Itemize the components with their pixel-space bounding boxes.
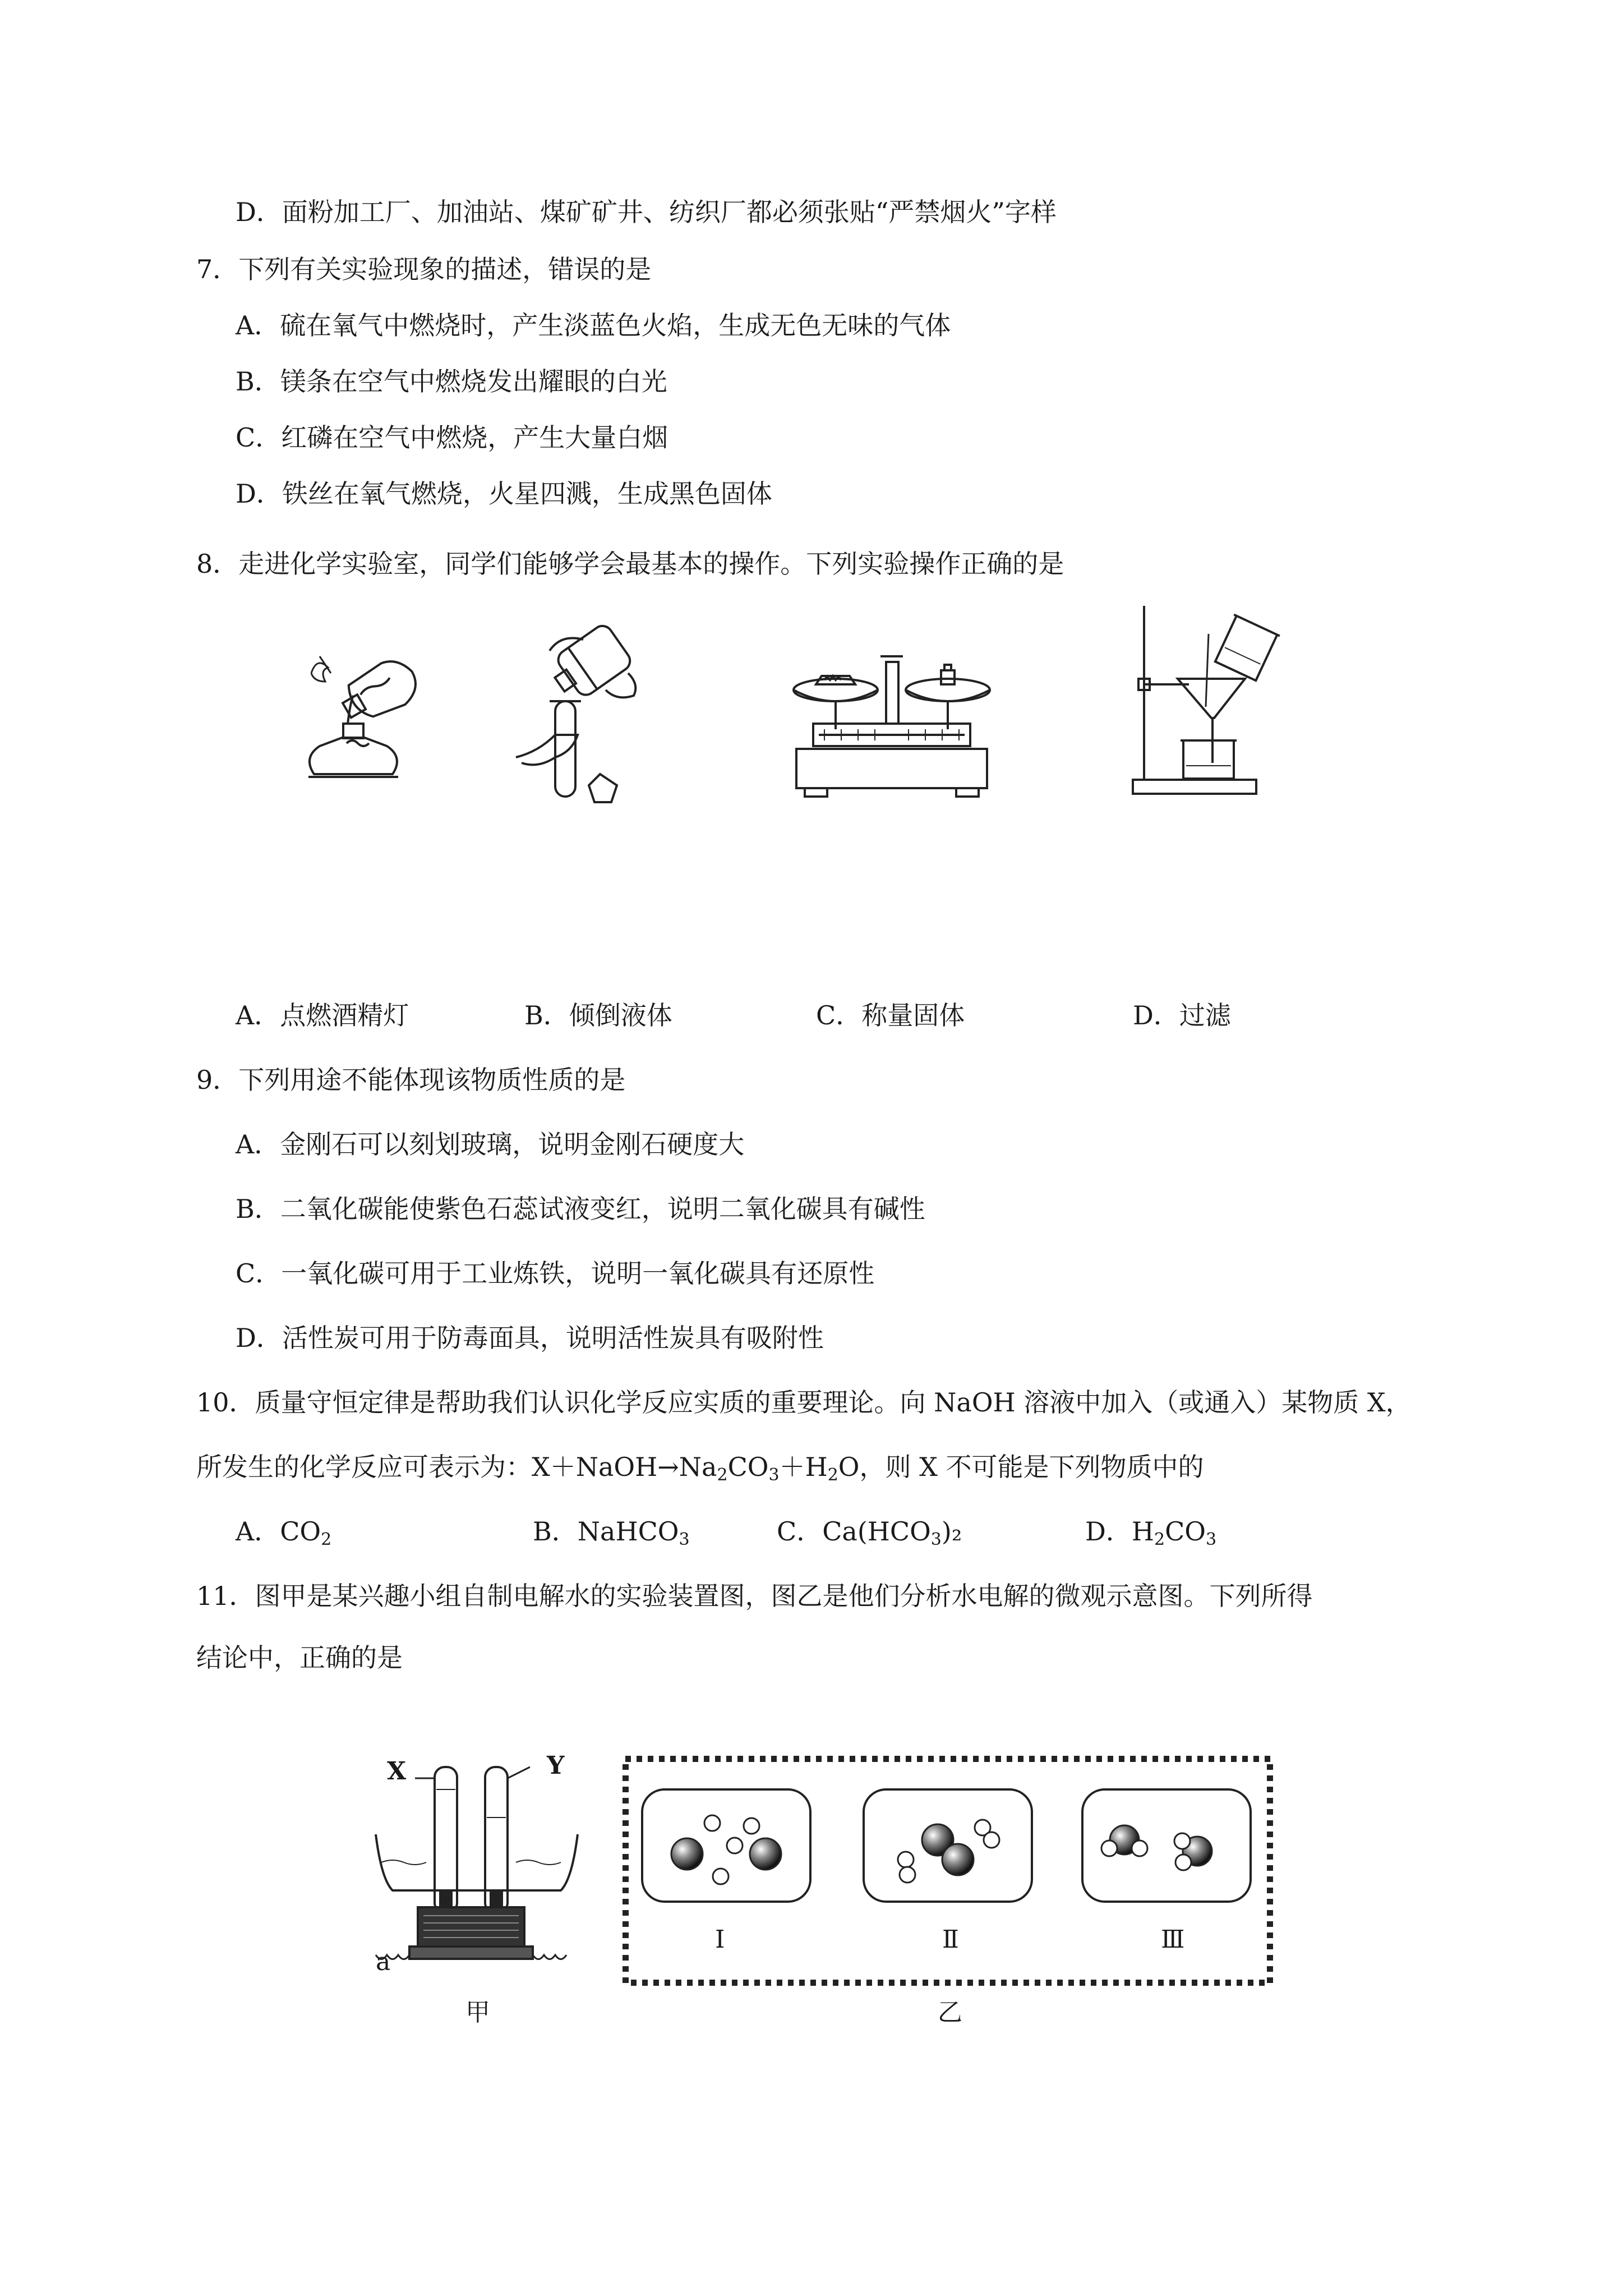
q7-option-b: B．镁条在空气中燃烧发出耀眼的白光 xyxy=(236,366,667,397)
q8-option-c: C．称量固体 xyxy=(816,1000,965,1030)
q7-option-c: C．红磷在空气中燃烧，产生大量白烟 xyxy=(236,422,668,453)
panel-3-label: Ⅲ xyxy=(1161,1925,1185,1954)
q9-stem: 9．下列用途不能体现该物质性质的是 xyxy=(196,1065,626,1095)
q7-stem: 7．下列有关实验现象的描述，错误的是 xyxy=(196,254,652,284)
electrolysis-micro-figure xyxy=(623,1756,1273,1986)
q11-stem-line1: 11．图甲是某兴趣小组自制电解水的实验装置图，图乙是他们分析水电解的微观示意图。下列所得 xyxy=(196,1581,1313,1611)
filtration-setup-icon xyxy=(1122,600,1301,802)
pouring-liquid-icon xyxy=(505,617,684,808)
panel-1-label: Ⅰ xyxy=(715,1925,725,1954)
q9-option-b: B．二氧化碳能使紫色石蕊试液变红，说明二氧化碳具有碱性 xyxy=(236,1194,925,1224)
wire-label-a: a xyxy=(376,1948,391,1976)
q6-option-d: D．面粉加工厂、加油站、煤矿矿井、纺织厂都必须张贴“严禁烟火”字样 xyxy=(236,197,1057,227)
q7-option-d: D．铁丝在氧气燃烧，火星四溅，生成黑色固体 xyxy=(236,478,772,509)
alcohol-lamp-lighting-icon xyxy=(280,634,449,802)
figure-jia-caption: 甲 xyxy=(465,1998,490,2027)
q10-option-c: C．$Ca(HCO_3)_2$ xyxy=(777,1516,962,1549)
q10-stem-line2: 所发生的化学反应可表示为：$X+NaOH\to Na_2CO_3+H_2O$，则 X 不可能是下列物质中的 xyxy=(196,1452,1204,1485)
q8-option-a: A．点燃酒精灯 xyxy=(236,1000,409,1030)
q9-option-a: A．金刚石可以刻划玻璃，说明金刚石硬度大 xyxy=(236,1129,745,1159)
panel-2-label: Ⅱ xyxy=(942,1925,959,1954)
q8-option-b: B．倾倒液体 xyxy=(524,1000,672,1030)
q10-option-a: A．$CO_2$ xyxy=(236,1516,332,1549)
balance-weighing-icon xyxy=(785,645,998,808)
q10-option-b: B．NaHCO$_3$ xyxy=(533,1516,690,1549)
q10-option-d: D．$H_2CO_3$ xyxy=(1085,1516,1217,1549)
q7-option-a: A．硫在氧气中燃烧时，产生淡蓝色火焰，生成无色无味的气体 xyxy=(236,310,951,341)
q8-stem: 8．走进化学实验室，同学们能够学会最基本的操作。下列实验操作正确的是 xyxy=(196,549,1064,579)
figure-yi-caption: 乙 xyxy=(938,1998,962,2027)
q11-stem-line2: 结论中，正确的是 xyxy=(196,1642,403,1673)
tube-label-y: Y xyxy=(547,1751,565,1780)
electrolysis-apparatus-figure xyxy=(370,1751,594,1991)
tube-label-x: X xyxy=(387,1757,407,1786)
q8-option-d: D．过滤 xyxy=(1133,1000,1231,1030)
q9-option-d: D．活性炭可用于防毒面具，说明活性炭具有吸附性 xyxy=(236,1323,824,1353)
q9-option-c: C．一氧化碳可用于工业炼铁，说明一氧化碳具有还原性 xyxy=(236,1258,875,1289)
q10-stem-line1: 10．质量守恒定律是帮助我们认识化学反应实质的重要理论。向 NaOH 溶液中加入（或通入）某物质 X， xyxy=(196,1387,1412,1418)
